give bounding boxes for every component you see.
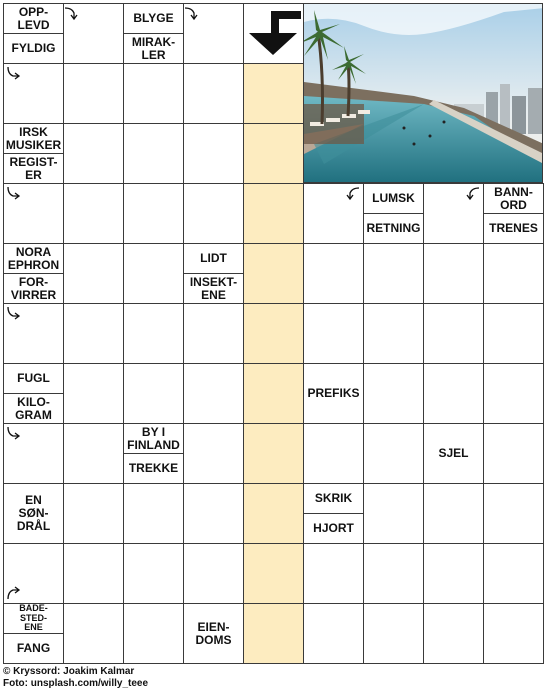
- credit-author: © Kryssord: Joakim Kalmar: [3, 666, 135, 677]
- answer-cell[interactable]: [183, 63, 244, 124]
- answer-cell[interactable]: [183, 483, 244, 544]
- answer-cell[interactable]: [363, 363, 424, 424]
- clue-trekke: TREKKE: [123, 453, 184, 484]
- curved-arrow-icon: [5, 585, 21, 601]
- clue-fyldig: FYLDIG: [3, 33, 64, 64]
- clue-blyge: BLYGE: [123, 3, 184, 34]
- answer-cell[interactable]: [123, 603, 184, 664]
- answer-cell[interactable]: [63, 243, 124, 304]
- answer-cell[interactable]: [63, 363, 124, 424]
- answer-cell[interactable]: [483, 543, 544, 604]
- answer-cell[interactable]: [423, 363, 484, 424]
- answer-cell[interactable]: [303, 303, 364, 364]
- photo-infinity-pool: [303, 3, 543, 183]
- answer-cell[interactable]: [483, 603, 544, 664]
- pool-photo-image: [304, 4, 543, 183]
- solution-cell[interactable]: [243, 243, 304, 304]
- answer-cell[interactable]: [183, 183, 244, 244]
- answer-cell[interactable]: [123, 123, 184, 184]
- clue-en-sondraal: EN SØN- DRÅL: [3, 483, 64, 544]
- answer-cell[interactable]: [483, 483, 544, 544]
- answer-cell[interactable]: [423, 303, 484, 364]
- answer-cell[interactable]: [363, 543, 424, 604]
- answer-cell[interactable]: [63, 303, 124, 364]
- answer-cell[interactable]: [123, 183, 184, 244]
- clue-retning: RETNING: [363, 213, 424, 244]
- clue-forvirrer: FOR- VIRRER: [3, 273, 64, 304]
- answer-cell[interactable]: [63, 543, 124, 604]
- answer-cell[interactable]: [483, 243, 544, 304]
- answer-cell[interactable]: [183, 423, 244, 484]
- answer-cell[interactable]: [303, 543, 364, 604]
- answer-cell[interactable]: [183, 543, 244, 604]
- clue-nora-ephron: NORA EPHRON: [3, 243, 64, 274]
- solution-cell[interactable]: [243, 423, 304, 484]
- clue-irsk-musiker: IRSK MUSIKER: [3, 123, 64, 154]
- thick-down-left-arrow-icon: [245, 5, 303, 61]
- credits: [3, 666, 148, 690]
- solution-cell[interactable]: [243, 543, 304, 604]
- solution-cell[interactable]: [243, 303, 304, 364]
- answer-cell[interactable]: [363, 243, 424, 304]
- curved-arrow-icon: [5, 425, 21, 441]
- clue-insektene: INSEKT- ENE: [183, 273, 244, 304]
- clue-fang: FANG: [3, 633, 64, 664]
- clue-hjort: HJORT: [303, 513, 364, 544]
- answer-cell[interactable]: [363, 303, 424, 364]
- clue-lumsk: LUMSK: [363, 183, 424, 214]
- solution-cell[interactable]: [243, 363, 304, 424]
- curved-arrow-icon: [183, 5, 199, 21]
- answer-cell[interactable]: [63, 423, 124, 484]
- clue-eiendoms: EIEN- DOMS: [183, 603, 244, 664]
- clue-trenes: TRENES: [483, 213, 544, 244]
- curved-arrow-icon: [5, 185, 21, 201]
- answer-cell[interactable]: [63, 183, 124, 244]
- credit-photo: Foto: unsplash.com/willy_teee: [3, 678, 149, 689]
- answer-cell[interactable]: [423, 483, 484, 544]
- curved-arrow-icon: [345, 185, 361, 201]
- answer-cell[interactable]: [63, 123, 124, 184]
- answer-cell[interactable]: [183, 303, 244, 364]
- solution-cell[interactable]: [243, 123, 304, 184]
- answer-cell[interactable]: [303, 423, 364, 484]
- clue-sjel: SJEL: [423, 423, 484, 484]
- answer-cell[interactable]: [63, 603, 124, 664]
- answer-cell[interactable]: [363, 603, 424, 664]
- clue-fugl: FUGL: [3, 363, 64, 394]
- clue-mirakler: MIRAK- LER: [123, 33, 184, 64]
- answer-cell[interactable]: [183, 123, 244, 184]
- answer-cell[interactable]: [123, 363, 184, 424]
- answer-cell[interactable]: [303, 603, 364, 664]
- answer-cell[interactable]: [183, 363, 244, 424]
- answer-cell[interactable]: [363, 483, 424, 544]
- answer-cell[interactable]: [63, 63, 124, 124]
- answer-cell[interactable]: [423, 243, 484, 304]
- answer-cell[interactable]: [123, 303, 184, 364]
- answer-cell[interactable]: [423, 603, 484, 664]
- answer-cell[interactable]: [63, 483, 124, 544]
- clue-skrik: SKRIK: [303, 483, 364, 514]
- clue-register: REGIST- ER: [3, 153, 64, 184]
- answer-cell[interactable]: [123, 63, 184, 124]
- curved-arrow-icon: [5, 65, 21, 81]
- clue-prefiks: PREFIKS: [303, 363, 364, 424]
- answer-cell[interactable]: [483, 363, 544, 424]
- curved-arrow-icon: [465, 185, 481, 201]
- solution-cell[interactable]: [243, 63, 304, 124]
- answer-cell[interactable]: [123, 243, 184, 304]
- clue-by-i-finland: BY I FINLAND: [123, 423, 184, 454]
- solution-cell[interactable]: [243, 183, 304, 244]
- solution-cell[interactable]: [243, 603, 304, 664]
- clue-bannord: BANN- ORD: [483, 183, 544, 214]
- curved-arrow-icon: [5, 305, 21, 321]
- clue-lidt: LIDT: [183, 243, 244, 274]
- solution-cell[interactable]: [243, 483, 304, 544]
- curved-arrow-icon: [63, 5, 79, 21]
- answer-cell[interactable]: [363, 423, 424, 484]
- clue-opplevd: OPP- LEVD: [3, 3, 64, 34]
- clue-badestedene: BADE- STED- ENE: [3, 603, 64, 634]
- answer-cell[interactable]: [483, 303, 544, 364]
- answer-cell[interactable]: [123, 483, 184, 544]
- answer-cell[interactable]: [483, 423, 544, 484]
- answer-cell[interactable]: [303, 243, 364, 304]
- clue-kilogram: KILO- GRAM: [3, 393, 64, 424]
- answer-cell[interactable]: [123, 543, 184, 604]
- answer-cell[interactable]: [423, 543, 484, 604]
